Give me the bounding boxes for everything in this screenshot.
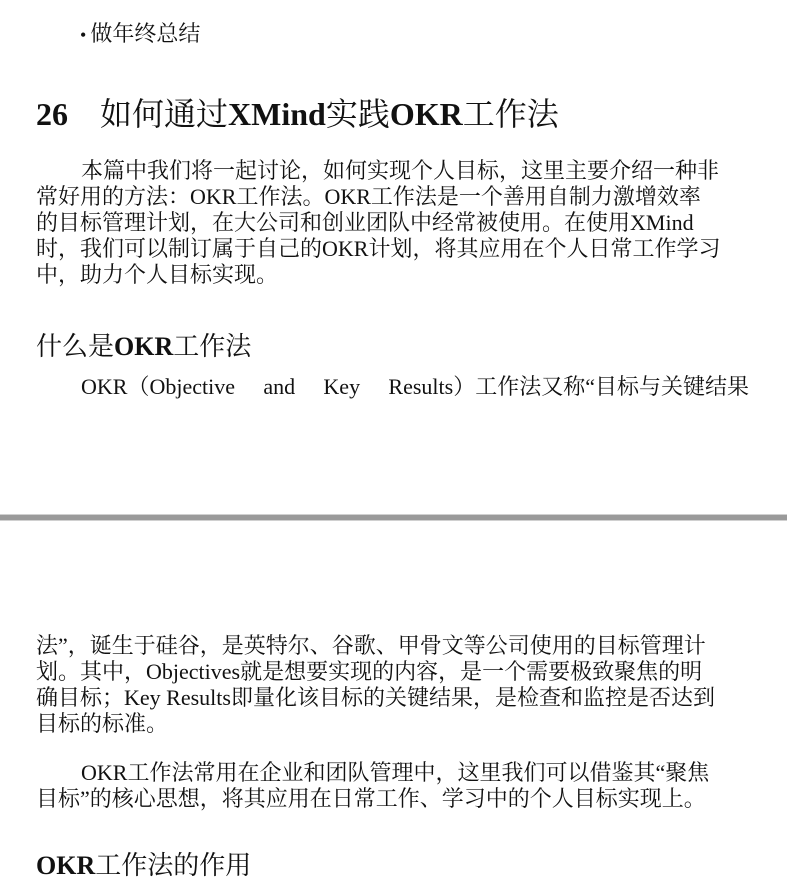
paragraph-line: 划。其中，Objectives就是想要实现的内容，是一个需要极致聚焦的明: [36, 659, 703, 684]
paragraph-line: 法”，诞生于硅谷，是英特尔、谷歌、甲骨文等公司使用的目标管理计: [36, 633, 706, 658]
paragraph-line: 目标”的核心思想，将其应用在日常工作、学习中的个人目标实现上。: [36, 786, 706, 811]
paragraph-line: [81, 374, 749, 400]
chapter-title-part: 如何通过: [100, 96, 229, 132]
section-heading-part: 什么是: [36, 332, 115, 361]
chapter-title-part: OKR: [389, 96, 463, 132]
word: and: [263, 374, 296, 399]
paragraph-line: 本篇中我们将一起讨论，如何实现个人目标，这里主要介绍一种非: [81, 158, 720, 183]
section-heading-part: OKR: [36, 851, 96, 880]
document-page-bottom: [0, 522, 787, 889]
section-heading: [36, 331, 251, 363]
paragraph-line: 的目标管理计划，在大公司和创业团队中经常被使用。在使用XMind: [36, 210, 694, 235]
chapter-heading: [36, 94, 559, 134]
chapter-title-part: XMind: [228, 96, 326, 132]
bullet-text: 做年终总结: [90, 21, 201, 46]
section-heading-part: 工作法: [173, 332, 252, 361]
paragraph-line: OKR工作法常用在企业和团队管理中，这里我们可以借鉴其“聚焦: [81, 760, 710, 785]
section-heading: [36, 850, 251, 882]
bullet-icon: •: [80, 25, 87, 45]
bullet-list-item: [80, 20, 200, 49]
application-paragraph: [36, 760, 748, 812]
word: Key: [323, 374, 361, 399]
word: OKR（Objective: [81, 374, 235, 399]
intro-paragraph: [36, 158, 748, 288]
continuation-paragraph: [36, 633, 748, 737]
paragraph-line: 常好用的方法：OKR工作法。OKR工作法是一个善用自制力激增效率: [36, 184, 701, 209]
paragraph-line: 中，助力个人目标实现。: [36, 262, 279, 287]
word: Results）工作法又称“目标与关键结果: [388, 374, 749, 399]
page-separator: [0, 514, 787, 521]
chapter-number: 26: [36, 96, 68, 132]
paragraph-line: 目标的标准。: [36, 711, 169, 736]
paragraph-line: 时，我们可以制订属于自己的OKR计划，将其应用在个人日常工作学习: [36, 236, 721, 261]
section-heading-part: OKR: [114, 332, 174, 361]
chapter-title-part: 实践: [325, 96, 390, 132]
section-heading-part: 工作法的作用: [95, 851, 252, 880]
paragraph-line: 确目标；Key Results即量化该目标的关键结果，是检查和监控是否达到: [36, 685, 715, 710]
chapter-title-part: 工作法: [462, 96, 559, 132]
definition-paragraph: [81, 374, 749, 400]
